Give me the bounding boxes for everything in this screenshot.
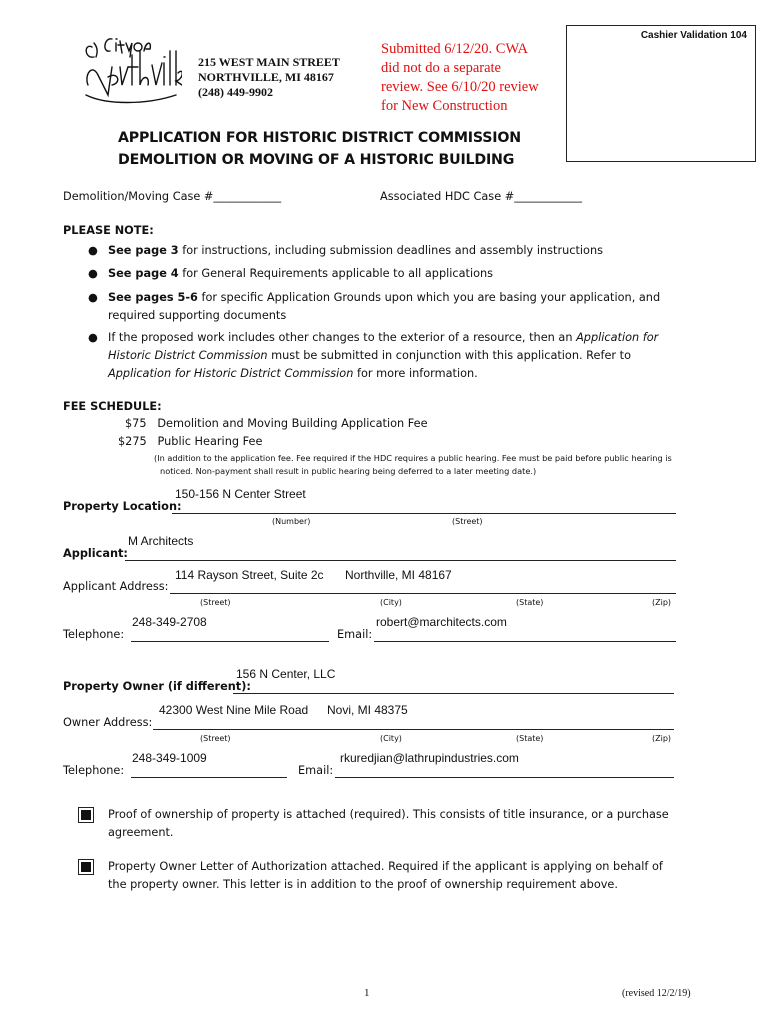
applicant-state-caption: (State) [516, 598, 544, 607]
address-line-2: NORTHVILLE, MI 48167 [198, 70, 334, 84]
property-owner-line [233, 693, 674, 694]
note-item-3-text-2: required supporting documents [108, 309, 287, 322]
note-item-2-bold: See page 4 [108, 267, 179, 280]
applicant-email-label: Email: [337, 628, 373, 641]
title-line-1: APPLICATION FOR HISTORIC DISTRICT COMMISSION [118, 130, 521, 146]
ownership-proof-checkbox[interactable] [78, 807, 94, 823]
note-item-4-line3-italic: Application for Historic District Commission [108, 367, 354, 380]
authorization-letter-checkbox[interactable] [78, 859, 94, 875]
authorization-letter-line-2: the property owner. This letter is in addition to the proof of ownership requirement above. [108, 878, 618, 891]
owner-email-value[interactable]: rkuredjian@lathrupindustries.com [340, 751, 519, 765]
title-line-2: DEMOLITION OR MOVING OF A HISTORIC BUILDING [118, 152, 515, 168]
note-item-1-text: for instructions, including submission deadlines and assembly instructions [178, 244, 603, 257]
note-item-3-bold: See pages 5-6 [108, 291, 198, 304]
applicant-telephone-line [131, 641, 329, 642]
applicant-label: Applicant: [63, 547, 128, 560]
property-location-line [172, 513, 676, 514]
owner-street-caption: (Street) [200, 734, 231, 743]
please-note-heading: PLEASE NOTE: [63, 224, 154, 237]
authorization-letter-text [108, 858, 663, 894]
property-owner-value[interactable]: 156 N Center, LLC [236, 667, 336, 681]
applicant-zip-caption: (Zip) [652, 598, 672, 607]
property-location-label: Property Location: [63, 500, 182, 513]
note-item-3-text: for specific Application Grounds upon which you are basing your application, and [197, 291, 661, 304]
fee-application: $75 Demolition and Moving Building Application Fee [125, 417, 428, 430]
owner-zip-caption: (Zip) [652, 734, 672, 743]
applicant-city-state-value[interactable]: Northville, MI 48167 [345, 568, 452, 582]
ownership-proof-line-2: agreement. [108, 826, 174, 839]
owner-state-caption: (State) [516, 734, 544, 743]
fee-schedule-heading: FEE SCHEDULE: [63, 400, 162, 413]
note-item-4-italic: Application for [576, 331, 659, 344]
annotation-line-2: did not do a separate [381, 60, 501, 76]
note-item-2 [88, 265, 708, 283]
owner-city-caption: (City) [380, 734, 402, 743]
owner-telephone-line [131, 777, 287, 778]
authorization-letter-line-1: Property Owner Letter of Authorization attached. Required if the applicant is applying on behalf of [108, 860, 663, 873]
applicant-email-line [374, 641, 676, 642]
owner-street-value[interactable]: 42300 West Nine Mile Road [159, 703, 309, 717]
fee-note [154, 452, 672, 478]
property-location-value[interactable]: 150-156 N Center Street [175, 487, 306, 501]
fee-public-hearing: $275 Public Hearing Fee [118, 435, 263, 448]
note-item-1 [88, 242, 708, 260]
bullet-icon: ● [88, 244, 98, 257]
applicant-address-label: Applicant Address: [63, 580, 169, 593]
bullet-icon: ● [88, 331, 98, 344]
owner-telephone-label: Telephone: [63, 764, 125, 777]
applicant-email-value[interactable]: robert@marchitects.com [376, 615, 507, 629]
annotation-line-4: for New Construction [381, 98, 508, 114]
owner-address-line [153, 729, 674, 730]
note-item-2-text: for General Requirements applicable to all applications [178, 267, 494, 280]
demolition-case-number[interactable]: Demolition/Moving Case #____________ [63, 190, 282, 203]
annotation-line-1: Submitted 6/12/20. CWA [381, 41, 529, 57]
note-item-4-line2-italic: Historic District Commission [108, 349, 268, 362]
note-item-4-pre: If the proposed work includes other changes to the exterior of a resource, then an [108, 331, 577, 344]
property-location-street-caption: (Street) [452, 517, 483, 526]
revision-date: (revised 12/2/19) [622, 988, 691, 999]
address-line-1: 215 WEST MAIN STREET [198, 55, 340, 69]
note-item-3 [88, 289, 708, 325]
owner-email-label: Email: [298, 764, 334, 777]
applicant-street-caption: (Street) [200, 598, 231, 607]
owner-email-line [335, 777, 674, 778]
submission-annotation [381, 40, 539, 116]
city-address [198, 55, 340, 100]
associated-hdc-case-number[interactable]: Associated HDC Case #____________ [380, 190, 582, 203]
ownership-proof-line-1: Proof of ownership of property is attached (required). This consists of title insurance, or a purchase [108, 808, 669, 821]
document-title [118, 127, 521, 171]
cashier-validation-box [566, 25, 756, 162]
city-of-northville-logo-mark [82, 33, 182, 109]
owner-telephone-value[interactable]: 248-349-1009 [132, 751, 207, 765]
applicant-telephone-label: Telephone: [63, 628, 125, 641]
city-logo [82, 33, 182, 109]
note-item-4 [88, 329, 708, 383]
ownership-proof-text [108, 806, 669, 842]
applicant-address-line [170, 593, 676, 594]
applicant-value[interactable]: M Architects [128, 534, 194, 548]
applicant-line [125, 560, 676, 561]
owner-address-label: Owner Address: [63, 716, 153, 729]
note-item-4-line2-text: must be submitted in conjunction with this application. Refer to [267, 349, 631, 362]
note-item-1-bold: See page 3 [108, 244, 179, 257]
owner-city-state-value[interactable]: Novi, MI 48375 [327, 703, 408, 717]
property-owner-label: Property Owner (if different): [63, 680, 251, 693]
fee-note-line-1: (In addition to the application fee. Fee required if the HDC requires a public hearing. Fee must be paid before public hearing is [154, 453, 672, 463]
bullet-icon: ● [88, 291, 98, 304]
cashier-validation-label: Cashier Validation 104 [640, 30, 747, 41]
address-phone: (248) 449-9902 [198, 85, 273, 99]
annotation-line-3: review. See 6/10/20 review [381, 79, 539, 95]
page-number: 1 [364, 987, 370, 999]
applicant-city-caption: (City) [380, 598, 402, 607]
note-item-4-line3-text: for more information. [353, 367, 478, 380]
applicant-telephone-value[interactable]: 248-349-2708 [132, 615, 207, 629]
bullet-icon: ● [88, 267, 98, 280]
fee-note-line-2: noticed. Non-payment shall result in public hearing being deferred to a later meeting date.) [160, 466, 537, 476]
applicant-street-value[interactable]: 114 Rayson Street, Suite 2c [175, 568, 324, 582]
property-location-number-caption: (Number) [272, 517, 311, 526]
